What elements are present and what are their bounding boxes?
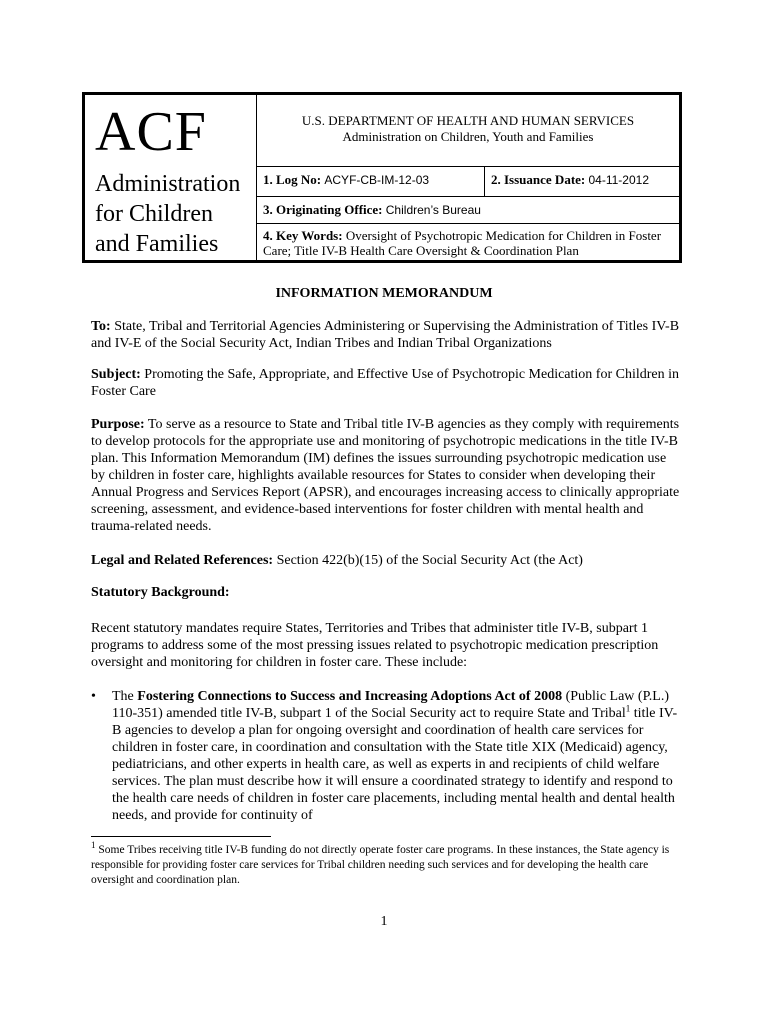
to-text: State, Tribal and Territorial Agencies Administering or Supervising the Administration of Titles IV-B and IV-E of the Social Security Act, Indian Tribes and Indian Tribal Organizations <box>91 319 680 351</box>
bullet-act-name: Fostering Connections to Success and Increasing Adoptions Act of 2008 <box>137 689 563 704</box>
bullet-item <box>91 688 681 824</box>
logo-agency-name <box>95 169 256 259</box>
to-paragraph <box>91 318 681 352</box>
footnote-reference[interactable]: 1 <box>625 703 631 714</box>
issuance-date-cell <box>485 167 679 196</box>
memo-title: INFORMATION MEMORANDUM <box>275 286 493 301</box>
to-label: To: <box>91 319 111 334</box>
subject-text: Promoting the Safe, Appropriate, and Effective Use of Psychotropic Medication for Children in Foster Care <box>91 367 680 399</box>
footnote-divider <box>91 836 271 837</box>
log-number-value: ACYF-CB-IM-12-03 <box>324 173 430 187</box>
page-number: 1 <box>380 914 388 929</box>
administration-name: Administration on Children, Youth and Families <box>342 129 594 144</box>
key-words-label: 4. Key Words: <box>263 228 343 243</box>
originating-office-row <box>257 197 679 224</box>
legal-references-text: Section 422(b)(15) of the Social Security Act (the Act) <box>276 553 583 568</box>
logo-line-1: Administration <box>95 171 241 197</box>
bullet-icon: • <box>91 689 96 704</box>
log-issuance-row <box>257 167 679 197</box>
legal-references-label: Legal and Related References: <box>91 553 274 568</box>
key-words-value: Oversight of Psychotropic Medication for Children in Foster Care; Title IV-B Health Care Oversight & Coordination Plan <box>263 228 662 258</box>
logo-line-3: and Families <box>95 231 219 257</box>
header-info <box>257 95 679 260</box>
footnote-marker: 1 <box>91 840 96 851</box>
bullet-text-b: title IV-B agencies to develop a plan for ongoing oversight and coordination of health care services for children in foster care, in coordination and consultation with the State title XIX (Medicaid) agency, pediatricians, and other experts in health care, as well as experts in and recipients of child welfare services. The plan must describe how it will ensure a coordinated strategy to identify and respond to the health care needs of children in foster care placements, including mental health and dental health needs, and provide for continuity of <box>112 706 678 823</box>
bullet-prefix: The <box>112 689 134 704</box>
purpose-text: To serve as a resource to State and Tribal title IV-B agencies as they comply with requirements to develop protocols for the appropriate use and monitoring of psychotropic medications in the title IV-B plan. This Information Memorandum (IM) defines the issues surrounding psychotropic medication use by children in foster care, highlights available resources for States to consider when developing their Annual Progress and Services Report (APSR), and encourages increasing access to clinically appropriate screening, assessment, and evidence-based interventions for foster children with mental health and trauma-related needs. <box>91 417 680 534</box>
acf-logo <box>85 95 257 260</box>
footnote-text: Some Tribes receiving title IV-B funding do not directly operate foster care programs. In these instances, the State agency is responsible for providing foster care services for Tribal children needing such services and for developing the health care oversight and coordination plan. <box>91 844 670 886</box>
subject-paragraph <box>91 366 681 400</box>
bullet-text-a: (Public Law (P.L.) 110-351) amended title IV-B, subpart 1 of the Social Security act to require State and Tribal <box>112 689 670 721</box>
statutory-background-heading: Statutory Background: <box>91 585 230 600</box>
subject-label: Subject: <box>91 367 141 382</box>
log-number-label: 1. Log No: <box>263 172 322 187</box>
bullet-text <box>112 688 681 824</box>
purpose-label: Purpose: <box>91 417 145 432</box>
log-number-cell <box>257 167 485 196</box>
department-heading <box>257 95 679 167</box>
statutory-background-text: Recent statutory mandates require States, Territories and Tribes that administer title IV-B, subpart 1 programs to address some of the most pressing issues related to psychotropic medication prescription oversight and monitoring for children in foster care. These include: <box>91 621 659 670</box>
issuance-date-value: 04-11-2012 <box>588 173 649 187</box>
originating-office-value: Children’s Bureau <box>385 203 481 217</box>
originating-office-label: 3. Originating Office: <box>263 202 383 217</box>
logo-acronym: ACF <box>95 101 207 163</box>
header-box <box>82 92 682 263</box>
department-name: U.S. DEPARTMENT OF HEALTH AND HUMAN SERVICES <box>301 113 635 128</box>
key-words-row <box>257 224 679 260</box>
footnote <box>91 840 681 888</box>
issuance-date-label: 2. Issuance Date: <box>491 172 586 187</box>
logo-line-2: for Children <box>95 201 213 227</box>
legal-references-paragraph <box>91 552 681 569</box>
purpose-paragraph <box>91 416 681 535</box>
